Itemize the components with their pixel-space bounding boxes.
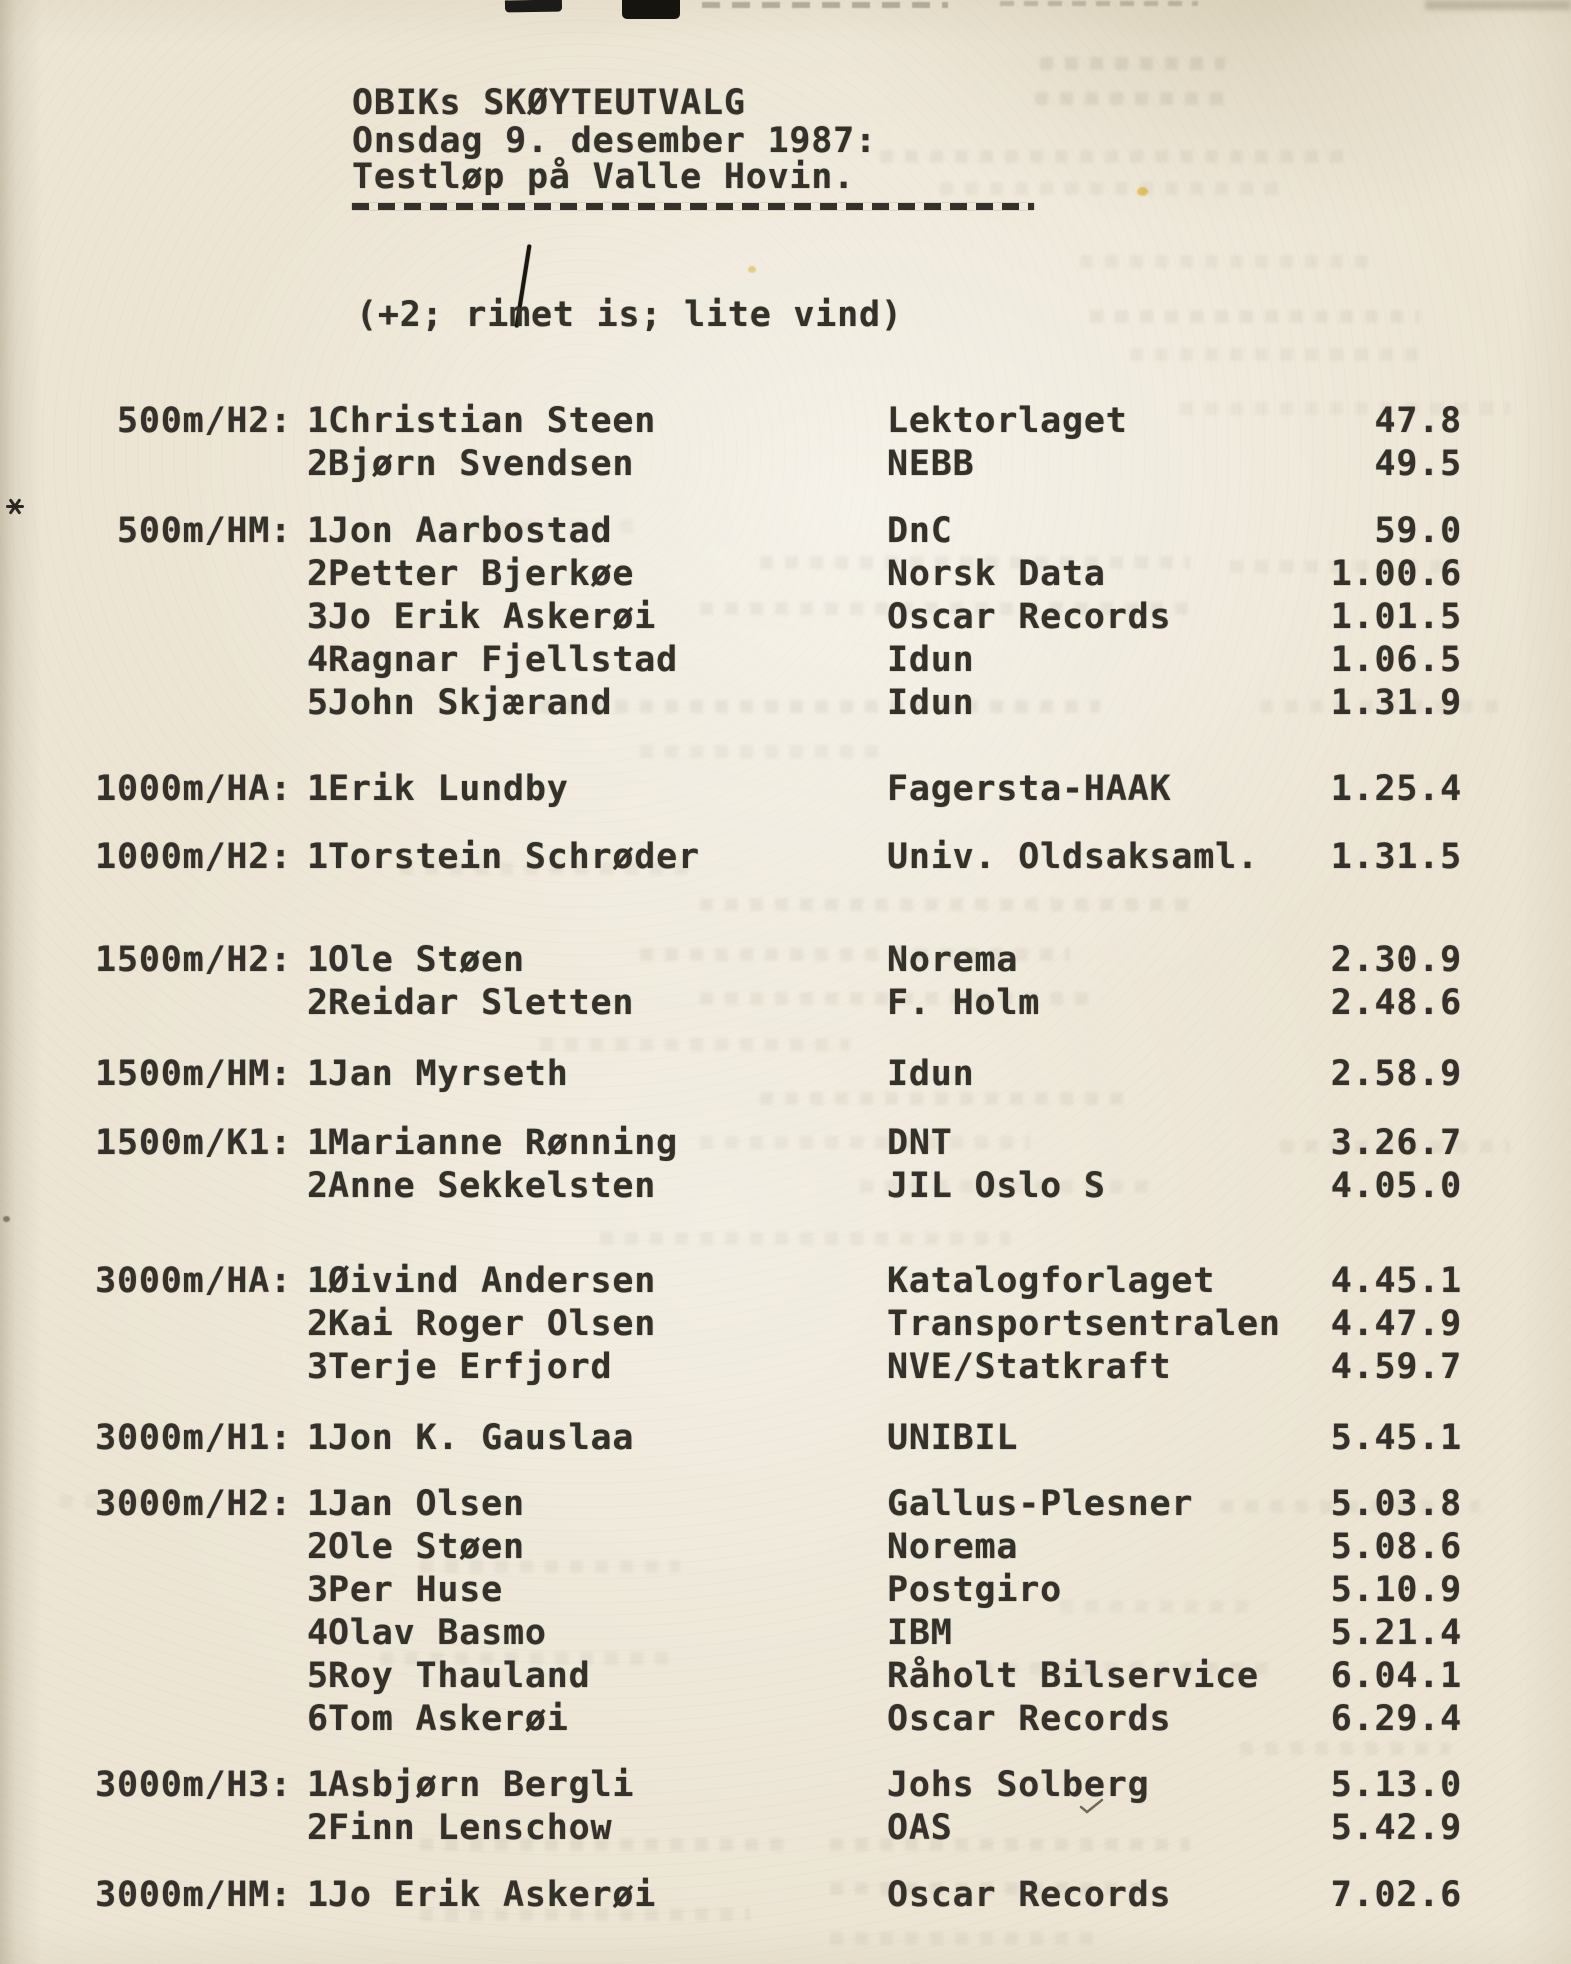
result-row [0,1261,1571,1301]
time: 7.02.6 [1330,1875,1462,1915]
time: 4.45.1 [1330,1261,1462,1301]
time: 49.5 [1374,444,1462,484]
result-row [0,1875,1571,1915]
yellow-stain [748,266,756,273]
event-label: 3000m/H2: [95,1484,292,1524]
club: Oscar Records [887,1875,1172,1915]
result-row [0,640,1571,680]
result-row [0,1765,1571,1805]
bleedthrough-text-ghost [1090,310,1420,323]
club: Katalogforlaget [887,1261,1216,1301]
bleedthrough-text-ghost [830,1932,1100,1945]
athlete-name: Marianne Rønning [328,1123,678,1163]
rank: 2 [307,1808,329,1848]
athlete-name: Ragnar Fjellstad [328,640,678,680]
rank: 1 [307,1418,329,1458]
rank: 1 [307,940,329,980]
event-label: 500m/HM: [117,511,292,551]
rank: 1 [307,1484,329,1524]
rank: 3 [307,1347,329,1387]
athlete-name: Petter Bjerkøe [328,554,635,594]
bleedthrough-text-ghost [940,182,1280,195]
header-title: OBIKs SKØYTEUTVALG [352,83,746,123]
bleedthrough-text-ghost [600,1232,1010,1245]
club: Norsk Data [887,554,1106,594]
event-label: 3000m/HA: [95,1261,292,1301]
time: 5.08.6 [1330,1527,1462,1567]
time: 1.31.5 [1330,837,1462,877]
rank: 2 [307,444,329,484]
event-label: 500m/H2: [117,401,292,441]
club: Gallus-Plesner [887,1484,1194,1524]
rank: 4 [307,1613,329,1653]
header-dashed-rule [352,203,1034,210]
club: Postgiro [887,1570,1062,1610]
club: Idun [887,1054,975,1094]
bleedthrough-text-ghost [540,1038,850,1051]
rank: 5 [307,1656,329,1696]
result-row [0,1347,1571,1387]
pen-dot-mark [3,1216,10,1222]
time: 4.47.9 [1330,1304,1462,1344]
athlete-name: Ole Støen [328,940,525,980]
result-row [0,983,1571,1023]
rank: 3 [307,597,329,637]
athlete-name: John Skjærand [328,683,613,723]
rank: 2 [307,1166,329,1206]
time: 59.0 [1374,511,1462,551]
rank: 2 [307,554,329,594]
rank: 3 [307,1570,329,1610]
rank: 1 [307,837,329,877]
result-row [0,554,1571,594]
athlete-name: Bjørn Svendsen [328,444,635,484]
athlete-name: Øivind Andersen [328,1261,657,1301]
result-row [0,597,1571,637]
athlete-name: Christian Steen [328,401,657,441]
bleedthrough-text-ghost [1040,57,1225,70]
athlete-name: Olav Basmo [328,1613,547,1653]
rank: 5 [307,683,329,723]
rank: 2 [307,1527,329,1567]
rank: 1 [307,1261,329,1301]
bleedthrough-text-ghost [1130,348,1430,361]
rank: 2 [307,983,329,1023]
result-row [0,1304,1571,1344]
athlete-name: Tom Askerøi [328,1699,569,1739]
rank: 1 [307,1123,329,1163]
event-label: 1500m/K1: [95,1123,292,1163]
time: 5.13.0 [1330,1765,1462,1805]
rank: 1 [307,1054,329,1094]
result-row [0,1656,1571,1696]
result-row [0,511,1571,551]
club: F. Holm [887,983,1041,1023]
rank: 1 [307,769,329,809]
athlete-name: Asbjørn Bergli [328,1765,635,1805]
result-row [0,1613,1571,1653]
time: 2.58.9 [1330,1054,1462,1094]
rank: 6 [307,1699,329,1739]
time: 6.29.4 [1330,1699,1462,1739]
time: 1.01.5 [1330,597,1462,637]
scan-artifact-top-streak [1000,1,1198,6]
time: 5.45.1 [1330,1418,1462,1458]
time: 2.48.6 [1330,983,1462,1023]
club: IBM [887,1613,953,1653]
bleedthrough-text-ghost [880,150,1350,163]
club: Lektorlaget [887,401,1128,441]
bleedthrough-text-ghost [1080,255,1380,268]
time: 2.30.9 [1330,940,1462,980]
club: OAS [887,1808,953,1848]
result-row [0,1418,1571,1458]
club: Johs Solberg [887,1765,1150,1805]
athlete-name: Torstein Schrøder [328,837,700,877]
event-label: 1000m/HA: [95,769,292,809]
event-label: 1500m/HM: [95,1054,292,1094]
club: Norema [887,940,1019,980]
result-row [0,444,1571,484]
result-row [0,1166,1571,1206]
time: 5.42.9 [1330,1808,1462,1848]
bleedthrough-text-ghost [640,745,890,758]
event-label: 1000m/H2: [95,837,292,877]
athlete-name: Jon Aarbostad [328,511,613,551]
result-row [0,837,1571,877]
athlete-name: Roy Thauland [328,1656,591,1696]
club: Råholt Bilservice [887,1656,1259,1696]
athlete-name: Finn Lenschow [328,1808,613,1848]
time: 3.26.7 [1330,1123,1462,1163]
event-label: 3000m/HM: [95,1875,292,1915]
club: Oscar Records [887,597,1172,637]
result-row [0,401,1571,441]
result-row [0,1484,1571,1524]
time: 4.59.7 [1330,1347,1462,1387]
scan-artifact-top-streak [702,2,948,8]
time: 1.06.5 [1330,640,1462,680]
header-date: Onsdag 9. desember 1987: [352,121,877,161]
bleedthrough-text-ghost [700,898,1200,911]
time: 1.25.4 [1330,769,1462,809]
club: JIL Oslo S [887,1166,1106,1206]
time: 5.03.8 [1330,1484,1462,1524]
time: 4.05.0 [1330,1166,1462,1206]
club: DnC [887,511,953,551]
result-row [0,1527,1571,1567]
time: 47.8 [1374,401,1462,441]
athlete-name: Reidar Sletten [328,983,635,1023]
club: NEBB [887,444,975,484]
club: Transportsentralen [887,1304,1281,1344]
time: 5.10.9 [1330,1570,1462,1610]
club: Oscar Records [887,1699,1172,1739]
event-label: 1500m/H2: [95,940,292,980]
rank: 4 [307,640,329,680]
athlete-name: Jo Erik Askerøi [328,1875,657,1915]
rank: 2 [307,1304,329,1344]
athlete-name: Kai Roger Olsen [328,1304,657,1344]
result-row [0,1570,1571,1610]
rank: 1 [307,1875,329,1915]
club: Idun [887,683,975,723]
club: Norema [887,1527,1019,1567]
athlete-name: Terje Erfjord [328,1347,613,1387]
athlete-name: Jan Olsen [328,1484,525,1524]
athlete-name: Jan Myrseth [328,1054,569,1094]
result-row [0,1808,1571,1848]
club: NVE/Statkraft [887,1347,1172,1387]
event-label: 3000m/H1: [95,1418,292,1458]
time: 1.31.9 [1330,683,1462,723]
result-row [0,769,1571,809]
athlete-name: Anne Sekkelsten [328,1166,657,1206]
scan-artifact-top-bar [622,0,680,19]
result-row [0,1699,1571,1739]
bleedthrough-text-ghost [1035,92,1235,105]
event-label: 3000m/H3: [95,1765,292,1805]
rank: 1 [307,1765,329,1805]
club: Univ. Oldsaksaml. [887,837,1259,877]
bleedthrough-text-ghost [1240,1742,1450,1755]
athlete-name: Jo Erik Askerøi [328,597,657,637]
club: UNIBIL [887,1418,1019,1458]
result-row [0,683,1571,723]
club: Idun [887,640,975,680]
athlete-name: Jon K. Gauslaa [328,1418,635,1458]
athlete-name: Erik Lundby [328,769,569,809]
rank: 1 [307,511,329,551]
result-row [0,1054,1571,1094]
scan-artifact-top-bar [505,0,562,12]
result-row [0,1123,1571,1163]
scan-artifact-top-smudge [1425,0,1571,10]
club: Fagersta-HAAK [887,769,1172,809]
result-row [0,940,1571,980]
time: 1.00.6 [1330,554,1462,594]
rank: 1 [307,401,329,441]
athlete-name: Per Huse [328,1570,503,1610]
header-location: Testløp på Valle Hovin. [352,157,856,197]
athlete-name: Ole Støen [328,1527,525,1567]
time: 6.04.1 [1330,1656,1462,1696]
time: 5.21.4 [1330,1613,1462,1653]
club: DNT [887,1123,953,1163]
conditions-note: (+2; rimet is; lite vind) [356,295,903,335]
